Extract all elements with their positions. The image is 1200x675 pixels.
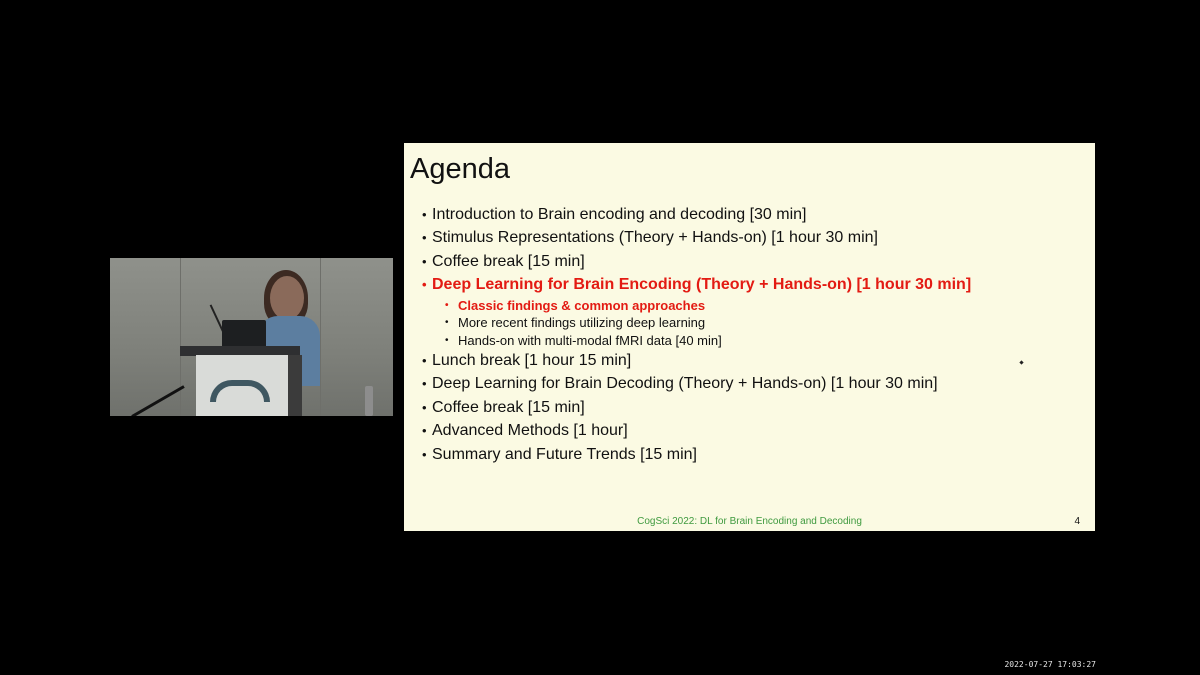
agenda-item: • Deep Learning for Brain Decoding (Theory + Hands-on) [1 hour 30 min]: [422, 372, 1082, 395]
agenda-item-current: • Deep Learning for Brain Encoding (Theory + Hands-on) [1 hour 30 min]: [422, 273, 1082, 296]
agenda-item: • Coffee break [15 min]: [422, 250, 1082, 273]
agenda-item: • Lunch break [1 hour 15 min]: [422, 349, 1082, 372]
wall-panel: [320, 258, 321, 416]
agenda-subitem: • Hands-on with multi-modal fMRI data [40 min]: [422, 332, 1082, 350]
agenda-item: • Summary and Future Trends [15 min]: [422, 443, 1082, 466]
presentation-slide: [404, 143, 1095, 531]
agenda-item: • Stimulus Representations (Theory + Hands-on) [1 hour 30 min]: [422, 226, 1082, 249]
water-bottle: [365, 386, 373, 416]
agenda-subitem: • More recent findings utilizing deep learning: [422, 314, 1082, 332]
agenda-list: [422, 203, 1082, 466]
stage-railing: [131, 385, 184, 416]
wall-panel: [180, 258, 181, 416]
laptop: [222, 320, 266, 348]
slide-page-number: 4: [1074, 516, 1080, 527]
agenda-item: • Advanced Methods [1 hour]: [422, 419, 1082, 442]
podium-side: [288, 355, 302, 416]
agenda-item: • Coffee break [15 min]: [422, 396, 1082, 419]
podium-logo: [210, 380, 270, 402]
speaker-video: [110, 258, 393, 416]
video-timestamp: 2022-07-27 17:03:27: [1004, 660, 1096, 669]
agenda-item: • Introduction to Brain encoding and decoding [30 min]: [422, 203, 1082, 226]
speaker-head: [270, 276, 304, 320]
slide-footer: CogSci 2022: DL for Brain Encoding and Decoding: [637, 516, 862, 527]
agenda-subitem-current: • Classic findings & common approaches: [422, 297, 1082, 315]
slide-title: Agenda: [410, 153, 510, 185]
